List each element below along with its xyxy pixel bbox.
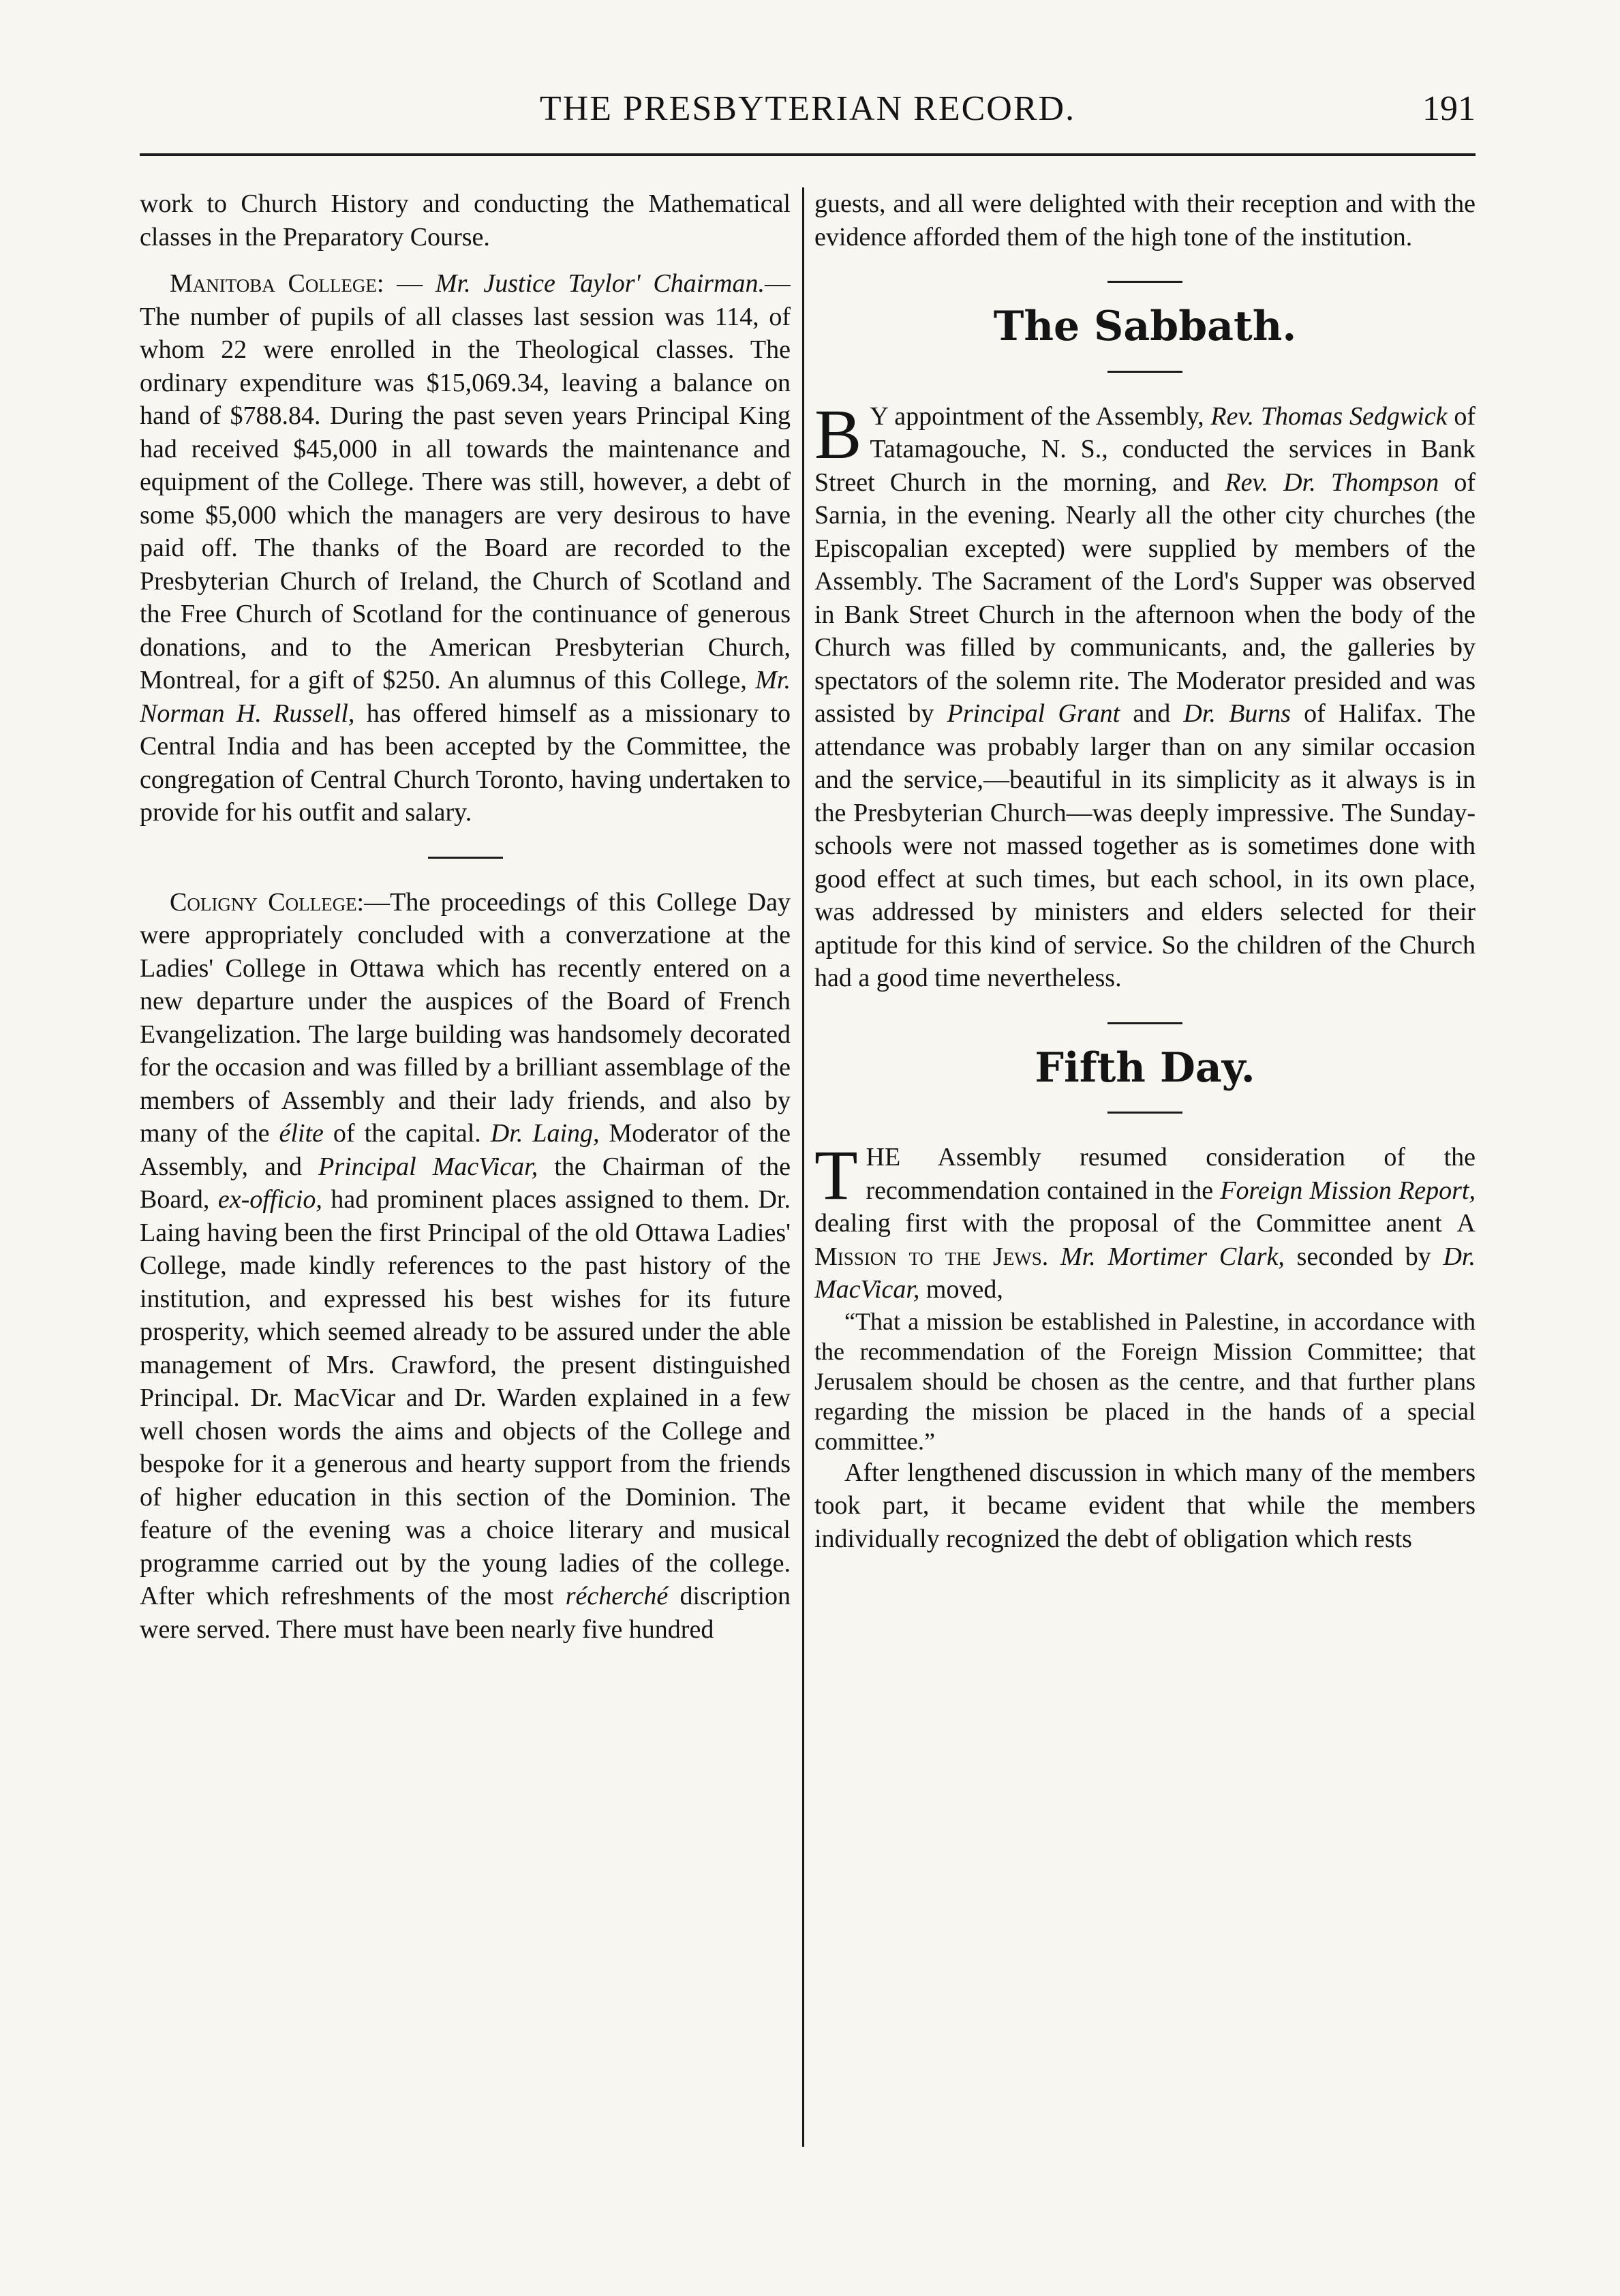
sabbath-text-c: of Sarnia, in the evening. Nearly all the other city churches (the Episcopalian excepted) were supplied by members of the Assembly. The Sacrament of the Lord's Supper was observed in Bank Street Church in the afternoon when the body of the Church was filled by communicants, and, the galleries by spectators of the solemn rite. The Moderator presided and was assisted by [814, 468, 1476, 728]
coligny-text-c: Moderator of the Assembly, and [140, 1119, 791, 1181]
coligny-text-f: discription were served. There must have been nearly five hundred [140, 1582, 791, 1644]
after-discussion-paragraph: After lengthened discussion in which many of the members took part, it became evident that while the members individually recognized the debt of obligation which rests [814, 1458, 1476, 1553]
coligny-elite: élite [279, 1119, 324, 1148]
coligny-recherche: récherché [565, 1582, 669, 1610]
header-rule [140, 153, 1476, 156]
sabbath-thompson: Rev. Dr. Thompson [1225, 468, 1439, 497]
sabbath-burns: Dr. Burns [1183, 699, 1291, 728]
sabbath-dropcap: B [814, 395, 862, 474]
section-rule [1107, 1022, 1182, 1024]
manitoba-chairman: Mr. Justice Taylor' Chairman. [435, 269, 765, 298]
fifth-day-mission: A Mission to the Jews. [814, 1209, 1476, 1271]
manitoba-dash: — [384, 269, 435, 298]
manitoba-label: Manitoba College: [170, 269, 384, 298]
sabbath-paragraph [814, 395, 1476, 995]
coligny-laing: Dr. Laing, [490, 1119, 600, 1148]
fifth-day-text-d: seconded by [1284, 1242, 1443, 1271]
fifth-day-macvicar: Dr. MacVicar, [814, 1242, 1476, 1304]
coligny-text-b: of the capital. [323, 1119, 491, 1148]
section-rule [428, 857, 503, 859]
manitoba-text-b: has offered himself as a missionary to Central India and has been accepted by the Committee, the congregation of Central Church Toronto, having undertaken to provide for his outfit and salary. [140, 699, 791, 827]
manitoba-paragraph [140, 267, 791, 829]
sabbath-text-a: Y appointment of the Assembly, [870, 401, 1211, 431]
coligny-text-d: the Chairman of the Board, [140, 1152, 791, 1214]
sabbath-sedgwick: Rev. Thomas Sedgwick [1210, 401, 1448, 431]
fifth-day-text-c [1048, 1242, 1060, 1271]
running-title: THE PRESBYTERIAN RECORD. [539, 89, 1076, 128]
right-column [814, 187, 1476, 2150]
fifth-day-report: Foreign Mission Report, [1220, 1176, 1476, 1205]
coligny-text-e: had prominent places assigned to them. Dr. Laing having been the first Principal of the old Ottawa Ladies' College, made kindly references to the past history of the institution, and expressed his best wishes for its future prosperity, which seemed already to be assured under the able management of Mrs. Crawford, the present distinguished Principal. Dr. MacVicar and Dr. Warden explained in a few well chosen words the aims and objects of the College and bespoke for it a generous and hearty support from the friends of higher education in this section of the Dominion. The feature of the evening was a choice literary and musical programme carried out by the young ladies of the college. After which refreshments of the most [140, 1185, 791, 1610]
fifth-day-clark: Mr. Mortimer Clark, [1060, 1242, 1285, 1271]
manitoba-russell: Mr. Norman H. Russell, [140, 666, 791, 728]
continued-paragraph: work to Church History and conducting the Mathematical classes in the Preparatory Course. [140, 189, 791, 251]
coligny-label: Coligny College: [170, 887, 365, 917]
sabbath-text-d: of Halifax. The attendance was probably larger than on any similar occasion and the service,—beautiful in its simplicity as it always is in the Presbyterian Church—was deeply impressive. The Sunday-schools were not massed together as is sometimes done with good effect at such times, but each school, in its own place, was addressed by ministers and elders selected for their aptitude for this kind of service. So the children of the Church had a good time nevertheless. [814, 699, 1476, 992]
fifth-day-paragraph [814, 1136, 1476, 1306]
left-column [140, 187, 791, 2150]
spacer [140, 254, 791, 267]
manitoba-text-a: —The number of pupils of all classes last session was 114, of whom 22 were enrolled in the Theological classes. The ordinary expenditure was $15,069.34, leaving a balance on hand of $788.84. During the past seven years Principal King had received $45,000 in all towards the maintenance and equipment of the College. There was still, however, a debt of some $5,000 which the managers are very desirous to have paid off. The thanks of the Board are recorded to the Presbyterian Church of Ireland, the Church of Scotland and the Free Church of Scotland for the continuance of generous donations, and to the American Presbyterian Church, Montreal, for a gift of $250. An alumnus of this College, [140, 269, 791, 694]
fifth-day-dropcap: T [814, 1136, 858, 1214]
resolution-quote: “That a mission be established in Palestine, in accordance with the recommendation of the Foreign Mission Committee; that Jerusalem should be chosen as the centre, and that further plans regarding the mission be placed in the hands of a special committee.” [814, 1307, 1476, 1455]
sabbath-and: and [1120, 699, 1184, 728]
coligny-exofficio: ex-officio, [217, 1185, 322, 1214]
sabbath-heading: The Sabbath. [993, 303, 1297, 350]
continued-paragraph: guests, and all were delighted with their reception and with the evidence afforded them of the high tone of the institution. [814, 189, 1476, 251]
coligny-text-a: —The proceedings of this College Day were appropriately concluded with a converzatione at the Ladies' College in Ottawa which has recently entered on a new departure under the auspices of the Board of French Evangelization. The large building was handsomely decorated for the occasion and was filled by a brilliant assemblage of the members of Assembly and their lady friends, and also by many of the [140, 887, 791, 1148]
sabbath-grant: Principal Grant [947, 699, 1120, 728]
fifth-day-text-b: dealing first with the proposal of the Committee anent [814, 1209, 1457, 1238]
section-rule [1107, 1112, 1182, 1114]
coligny-macvicar: Principal MacVicar, [318, 1152, 538, 1181]
running-head [140, 89, 1476, 136]
page-number: 191 [1422, 89, 1476, 128]
coligny-paragraph [140, 886, 791, 1647]
section-rule [1107, 371, 1182, 373]
fifth-day-text-e: moved, [919, 1275, 1003, 1304]
fifth-day-heading: Fifth Day. [1035, 1043, 1255, 1092]
sabbath-text-b: of Tatamagouche, N. S., conducted the services in Bank Street Church in the morning, and [814, 401, 1476, 497]
fifth-day-text-a: HE Assembly resumed consideration of the recommendation contained in the [866, 1143, 1476, 1205]
section-rule [1107, 281, 1182, 283]
column-divider [802, 187, 804, 2147]
